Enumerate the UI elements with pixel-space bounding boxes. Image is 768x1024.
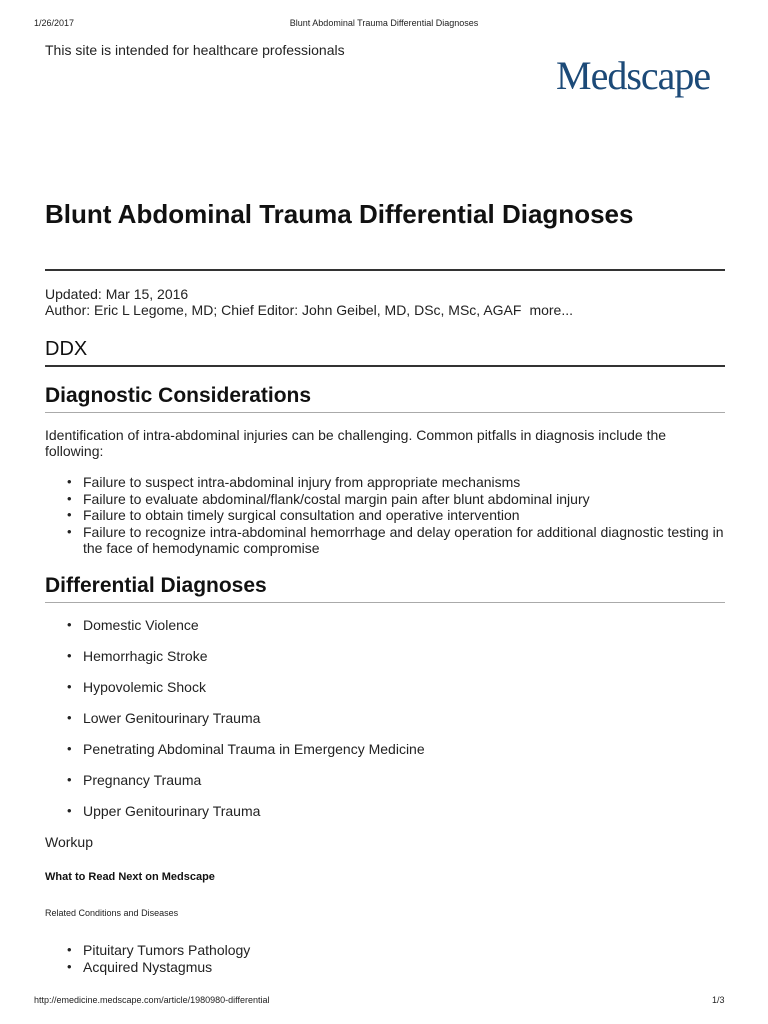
section-tab-ddx: DDX <box>45 338 88 360</box>
differential-link[interactable]: • Hypovolemic Shock <box>45 679 725 696</box>
pitfalls-list <box>45 474 725 557</box>
related-link[interactable]: • Pituitary Tumors Pathology <box>45 942 725 959</box>
differential-link[interactable]: • Domestic Violence <box>45 617 725 634</box>
related-conditions-heading: Related Conditions and Diseases <box>45 908 179 918</box>
ddx-divider <box>45 365 725 367</box>
print-date: 1/26/2017 <box>34 18 75 28</box>
related-list <box>45 942 725 975</box>
page-title: Blunt Abdominal Trauma Differential Diagnoses <box>45 199 634 229</box>
professional-notice: This site is intended for healthcare professionals <box>45 42 345 58</box>
medscape-logo[interactable] <box>556 54 710 98</box>
differential-divider <box>45 602 725 603</box>
print-title: Blunt Abdominal Trauma Differential Diagnoses <box>289 18 479 28</box>
diagnostic-considerations-heading: Diagnostic Considerations <box>45 384 312 407</box>
differential-diagnoses-heading: Differential Diagnoses <box>45 574 267 597</box>
list-item: • Failure to obtain timely surgical consultation and operative intervention <box>45 507 725 524</box>
workup-link[interactable]: Workup <box>45 834 93 850</box>
logo-part-scape: scape <box>626 53 711 98</box>
diagnostic-divider <box>45 412 725 413</box>
author-text: Author: Eric L Legome, MD; Chief Editor: John Geibel, MD, DSc, MSc, AGAF <box>45 302 522 318</box>
differential-link[interactable]: • Hemorrhagic Stroke <box>45 648 725 665</box>
author-line <box>45 302 573 318</box>
differential-link[interactable]: • Upper Genitourinary Trauma <box>45 803 725 820</box>
more-link[interactable]: more... <box>529 302 574 318</box>
list-item: • Failure to evaluate abdominal/flank/costal margin pain after blunt abdominal injury <box>45 491 725 508</box>
diagnostic-intro: Identification of intra-abdominal injuries can be challenging. Common pitfalls in diagnosis include the following: <box>45 427 667 459</box>
differential-link[interactable]: • Penetrating Abdominal Trauma in Emergency Medicine <box>45 741 725 758</box>
print-header <box>0 18 768 32</box>
differential-list <box>45 617 725 834</box>
updated-date: Updated: Mar 15, 2016 <box>45 286 189 302</box>
read-next-heading: What to Read Next on Medscape <box>45 871 215 883</box>
differential-link[interactable]: • Lower Genitourinary Trauma <box>45 710 725 727</box>
title-divider <box>45 269 725 271</box>
logo-part-med: Med <box>556 53 627 98</box>
print-footer-url: http://emedicine.medscape.com/article/1980980-differential <box>34 995 270 1005</box>
list-item: • Failure to recognize intra-abdominal hemorrhage and delay operation for additional diagnostic testing in the face of hemodynamic compromise <box>45 524 725 557</box>
print-footer-page: 1/3 <box>712 995 725 1005</box>
differential-link[interactable]: • Pregnancy Trauma <box>45 772 725 789</box>
list-item: • Failure to suspect intra-abdominal injury from appropriate mechanisms <box>45 474 725 491</box>
article-meta <box>45 286 573 318</box>
related-link[interactable]: • Acquired Nystagmus <box>45 959 725 976</box>
